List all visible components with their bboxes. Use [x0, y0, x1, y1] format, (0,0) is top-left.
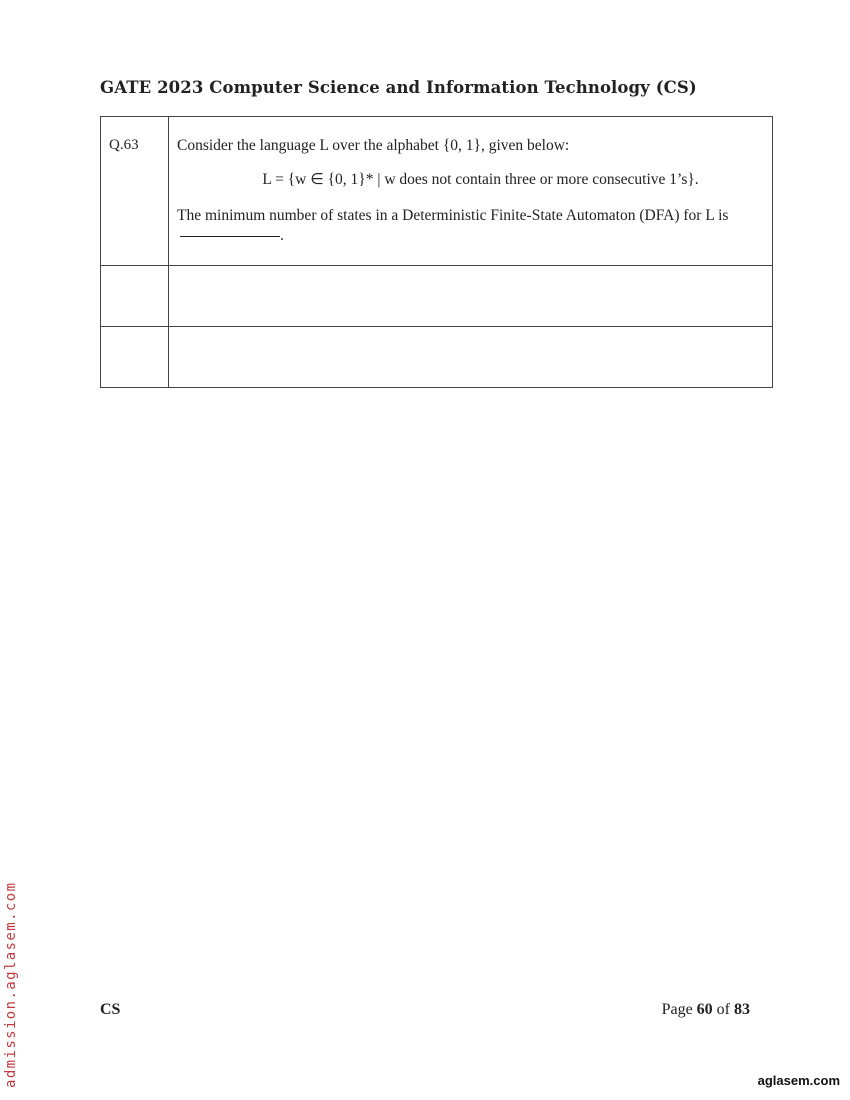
question-prompt: [177, 206, 764, 247]
question-prompt-end: .: [280, 227, 284, 245]
question-prompt-text: The minimum number of states in a Deterministic Finite-State Automaton (DFA) for L is: [177, 206, 729, 224]
footer-page-number: [662, 1001, 750, 1019]
empty-cell: [101, 266, 169, 327]
question-row: [101, 117, 773, 266]
empty-cell: [169, 266, 773, 327]
language-definition: L = {w ∈ {0, 1}* | w does not contain three or more consecutive 1’s}.: [262, 171, 699, 189]
answer-blank: [180, 235, 280, 237]
empty-row: [101, 266, 773, 327]
question-number: Q.63: [109, 137, 139, 153]
page-prefix: Page: [661, 1001, 693, 1018]
page-total: 83: [734, 1001, 750, 1018]
page-current: 60: [696, 1001, 713, 1018]
question-body-cell: [169, 117, 773, 266]
question-text: [169, 117, 772, 247]
question-intro: Consider the language L over the alphabet {0, 1}, given below:: [177, 137, 570, 154]
empty-row: [101, 327, 773, 388]
empty-cell: [101, 327, 169, 388]
site-watermark: aglasem.com: [757, 1073, 840, 1088]
side-watermark: admission.aglasem.com: [3, 881, 19, 1088]
empty-cell: [169, 327, 773, 388]
page-header-title: GATE 2023 Computer Science and Information Technology (CS): [100, 78, 697, 97]
question-number-cell: [101, 117, 169, 266]
page-separator: of: [716, 1001, 730, 1018]
question-table: [100, 116, 773, 388]
footer-paper-code: CS: [100, 1001, 121, 1018]
